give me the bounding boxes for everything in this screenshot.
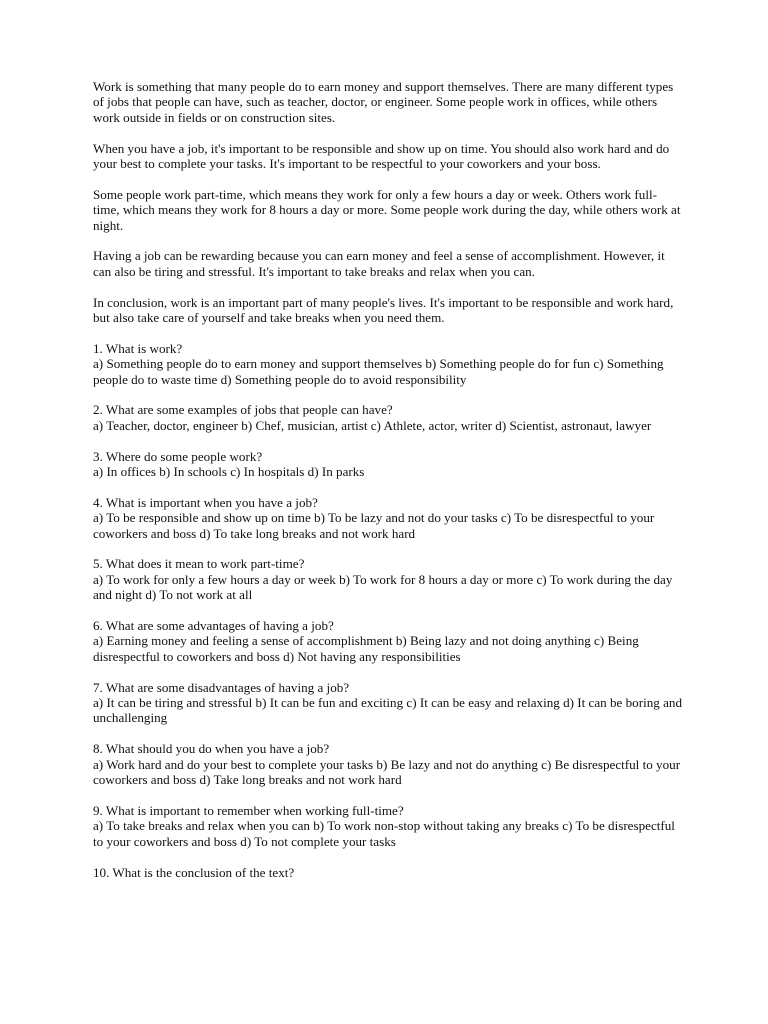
question-item (93, 495, 683, 541)
question-options: a) In offices b) In schools c) In hospitals d) In parks (93, 464, 365, 480)
question-options: a) It can be tiring and stressful b) It can be fun and exciting c) It can be easy and relaxing d) It can be boring and unchallenging (93, 695, 682, 726)
passage-paragraph: Having a job can be rewarding because you can earn money and feel a sense of accomplishment. However, it can also be tiring and stressful. It's important to take breaks and relax when you can. (93, 248, 665, 279)
question-options: a) Earning money and feeling a sense of accomplishment b) Being lazy and not doing anything c) Being disrespectful to coworkers and boss d) Not having any responsibilities (93, 633, 639, 664)
question-item (93, 449, 683, 480)
question-text: 1. What is work? (93, 340, 183, 356)
question-text: 3. Where do some people work? (93, 448, 263, 464)
question-options: a) To be responsible and show up on time b) To be lazy and not do your tasks c) To be disrespectful to your coworkers and boss d) To take long breaks and not work hard (93, 510, 655, 541)
passage-paragraph: Some people work part-time, which means they work for only a few hours a day or week. Others work full-time, which means they work for 8 hours a day or more. Some people work during the day, while others work at night. (93, 186, 681, 233)
passage-paragraph: When you have a job, it's important to be responsible and show up on time. You should also work hard and do your best to complete your tasks. It's important to be respectful to your coworkers and your boss. (93, 140, 670, 172)
question-options: a) Something people do to earn money and support themselves b) Something people do for fun c) Something people do to waste time d) Something people do to avoid responsibility (93, 356, 664, 387)
question-text: 2. What are some examples of jobs that people can have? (93, 402, 393, 418)
question-item (93, 402, 683, 433)
question-options: a) Work hard and do your best to complete your tasks b) Be lazy and not do anything c) Be disrespectful to your coworkers and boss d) Take long breaks and not work hard (93, 756, 681, 788)
question-item (93, 803, 683, 849)
question-item (93, 865, 683, 880)
question-text: 5. What does it mean to work part-time? (93, 556, 305, 572)
question-item (93, 341, 683, 387)
question-text: 8. What should you do when you have a job? (93, 741, 330, 757)
question-item (93, 741, 683, 787)
question-text: 6. What are some advantages of having a job? (93, 618, 334, 634)
question-text: 9. What is important to remember when working full-time? (93, 802, 404, 818)
question-item (93, 618, 683, 664)
question-options: a) To work for only a few hours a day or week b) To work for 8 hours a day or more c) To work during the day and night d) To not work at all (93, 571, 673, 603)
passage-paragraph: In conclusion, work is an important part of many people's lives. It's important to be responsible and work hard, but also take care of yourself and take breaks when you need them. (93, 294, 674, 326)
question-item (93, 680, 683, 726)
question-text: 4. What is important when you have a job? (93, 494, 318, 510)
question-options: a) Teacher, doctor, engineer b) Chef, musician, artist c) Athlete, actor, writer d) Scientist, astronaut, lawyer (93, 417, 652, 433)
question-options: a) To take breaks and relax when you can b) To work non-stop without taking any breaks c) To be disrespectful to your coworkers and boss d) To not complete your tasks (93, 818, 675, 849)
question-text: 10. What is the conclusion of the text? (93, 864, 295, 880)
passage-paragraph: Work is something that many people do to earn money and support themselves. There are many different types of jobs that people can have, such as teacher, doctor, or engineer. Some people work in offices, while others work outside in fields or on construction sites. (93, 79, 674, 125)
document-body (93, 79, 683, 895)
question-text: 7. What are some disadvantages of having a job? (93, 679, 350, 695)
question-item (93, 556, 683, 602)
